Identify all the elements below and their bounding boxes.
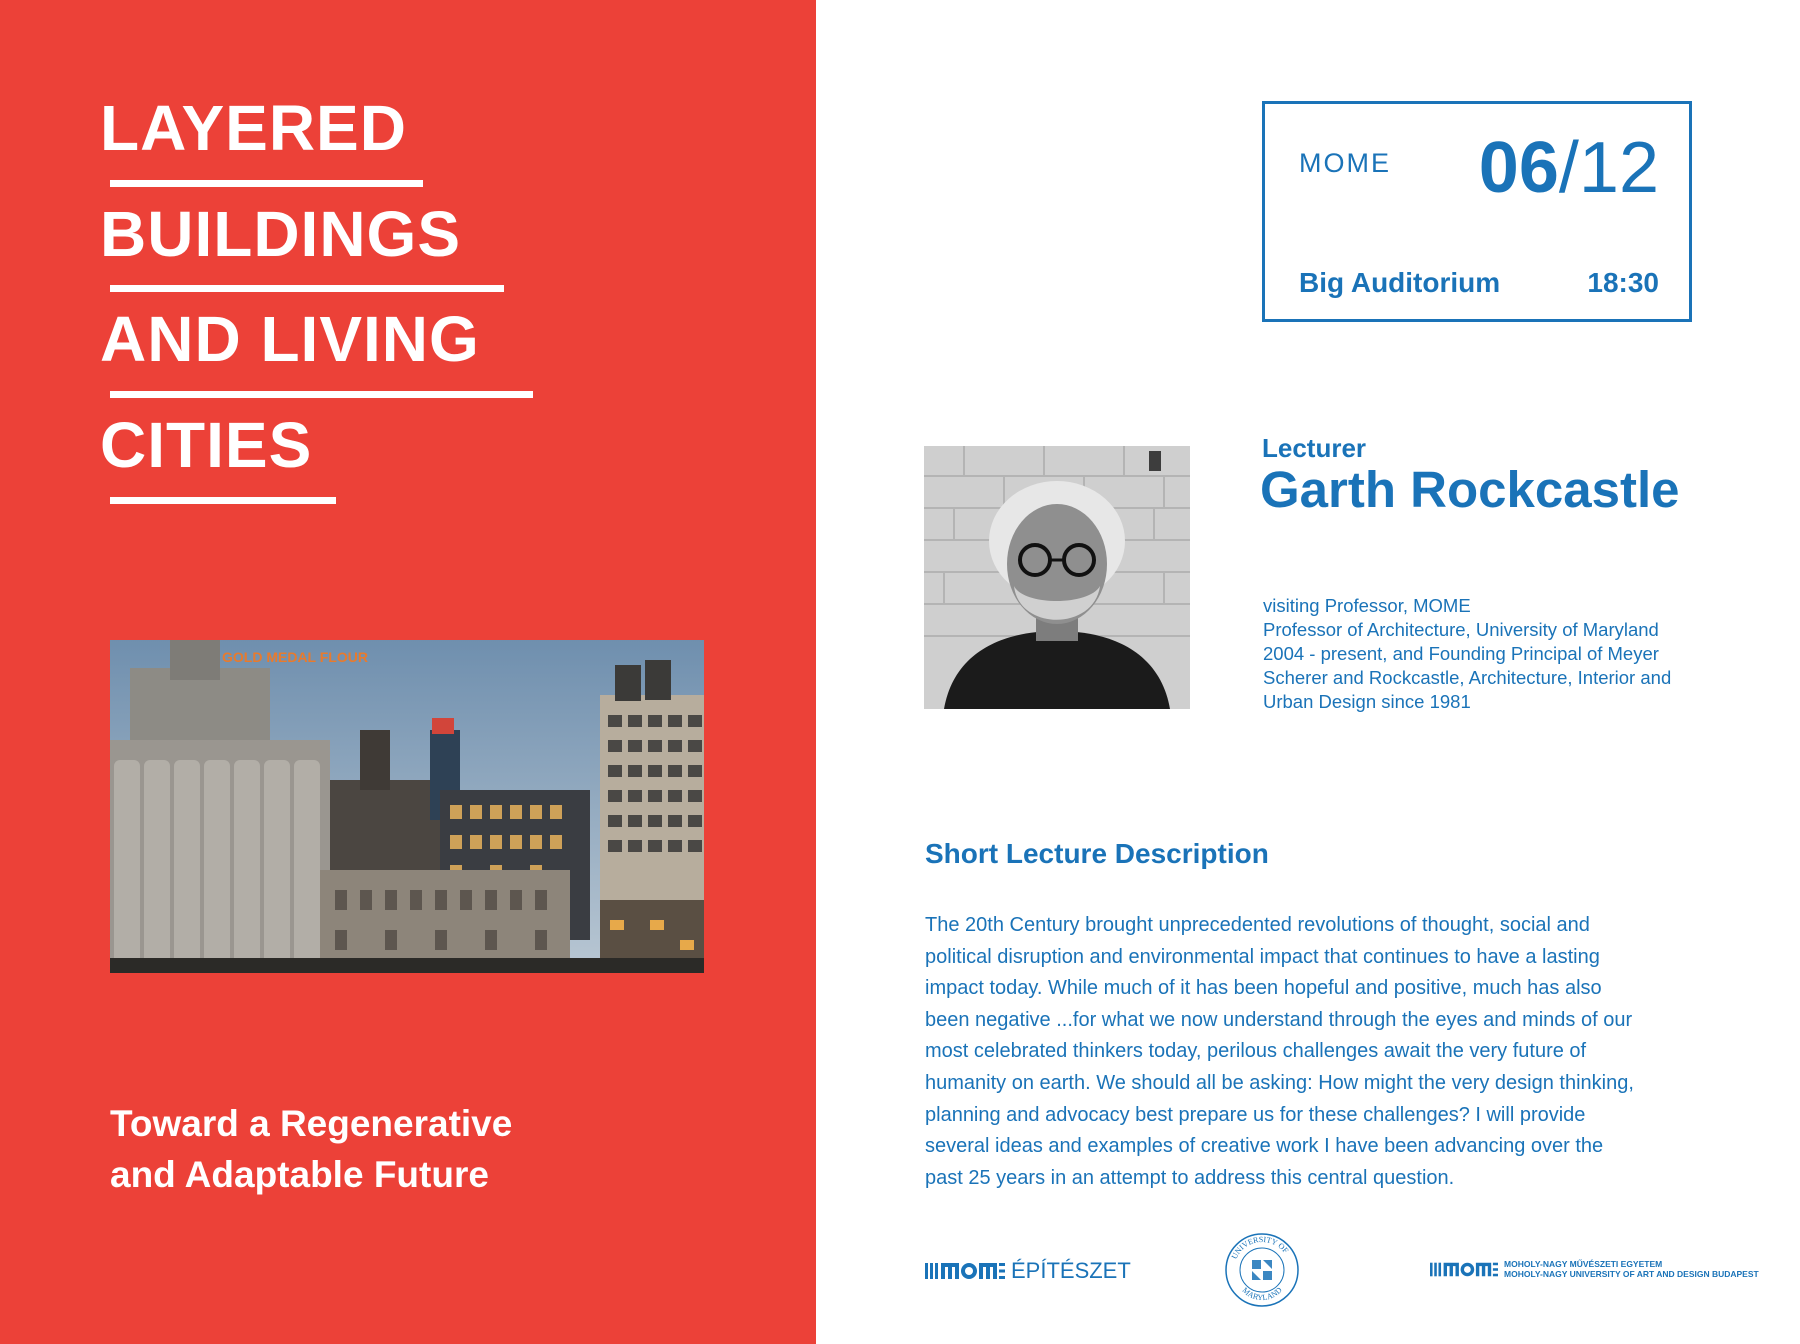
description-heading: Short Lecture Description (925, 838, 1269, 869)
bio-line: Scherer and Rockcastle, Architecture, Interior and (1263, 667, 1672, 688)
lecturer-portrait (924, 446, 1190, 709)
event-info-box (1262, 101, 1692, 322)
description-line: humanity on earth. We should all be asking: How might the very design thinking, (925, 1071, 1634, 1094)
title-line-3: AND LIVING (100, 303, 480, 375)
building-sign: GOLD MEDAL FLOUR (222, 649, 368, 665)
description-line: several ideas and examples of creative work I have been advancing over the (925, 1135, 1604, 1158)
description-body (925, 910, 1745, 1194)
bio-line: Urban Design since 1981 (1263, 691, 1471, 712)
svg-text:MARYLAND (1240, 1285, 1283, 1302)
bio-line: Professor of Architecture, University of Maryland (1263, 619, 1659, 640)
mome-university-text (1504, 1259, 1759, 1279)
date-separator: / (1558, 128, 1579, 208)
description-line: past 25 years in an attempt to address this central question. (925, 1166, 1455, 1189)
lecturer-bio (1263, 594, 1743, 714)
umd-seal-top-text: UNIVERSITY OF (1229, 1234, 1291, 1261)
description-line: planning and advocacy best prepare us for these challenges? I will provide (925, 1103, 1586, 1126)
mome-wordmark-icon (925, 1261, 1005, 1281)
date-month: 12 (1578, 128, 1659, 208)
title-underline-1 (110, 180, 423, 187)
title-underline-2 (110, 285, 504, 292)
mome-architecture-text: ÉPÍTÉSZET (1011, 1258, 1131, 1283)
left-panel (0, 0, 816, 1344)
description-line: political disruption and environmental impact that continues to have a lasting (925, 945, 1600, 968)
lecturer-name: Garth Rockcastle (1260, 461, 1680, 518)
bio-line: 2004 - present, and Founding Principal of Meyer (1263, 643, 1659, 664)
hall-label: Big Auditorium (1299, 267, 1501, 298)
mome-architecture-logo (925, 1258, 1131, 1284)
mome-university-line-1: MOHOLY-NAGY MŰVÉSZETI EGYETEM (1504, 1259, 1663, 1269)
mome-university-logo (1430, 1257, 1759, 1281)
university-of-maryland-seal (1224, 1232, 1300, 1308)
lecturer-label: Lecturer (1262, 433, 1367, 463)
subtitle (110, 1098, 710, 1200)
subtitle-line-1: Toward a Regenerative (110, 1103, 513, 1144)
title-line-1: LAYERED (100, 92, 407, 164)
event-date (1479, 130, 1659, 206)
title-underline-4 (110, 497, 336, 504)
description-line: most celebrated thinkers today, perilous challenges await the very future of (925, 1040, 1587, 1063)
description-line: impact today. While much of it has been hopeful and positive, much has also (925, 977, 1602, 1000)
description-line: The 20th Century brought unprecedented revolutions of thought, social and (925, 914, 1590, 936)
building-photo (110, 640, 704, 973)
description-line: been negative ...for what we now understand through the eyes and minds of our (925, 1008, 1633, 1031)
date-day: 06 (1478, 128, 1559, 208)
venue-label: MOME (1299, 148, 1391, 178)
bio-line: visiting Professor, MOME (1263, 595, 1471, 616)
title-line-2: BUILDINGS (100, 198, 461, 270)
subtitle-line-2: and Adaptable Future (110, 1154, 489, 1195)
event-time: 18:30 (1587, 267, 1659, 298)
mome-university-line-2: MOHOLY-NAGY UNIVERSITY OF ART AND DESIGN BUDAPEST (1504, 1269, 1759, 1279)
mome-wordmark-icon (1430, 1261, 1498, 1278)
umd-seal-bottom-text: MARYLAND (1240, 1285, 1284, 1303)
title-line-4: CITIES (100, 409, 313, 481)
title-underline-3 (110, 391, 533, 398)
